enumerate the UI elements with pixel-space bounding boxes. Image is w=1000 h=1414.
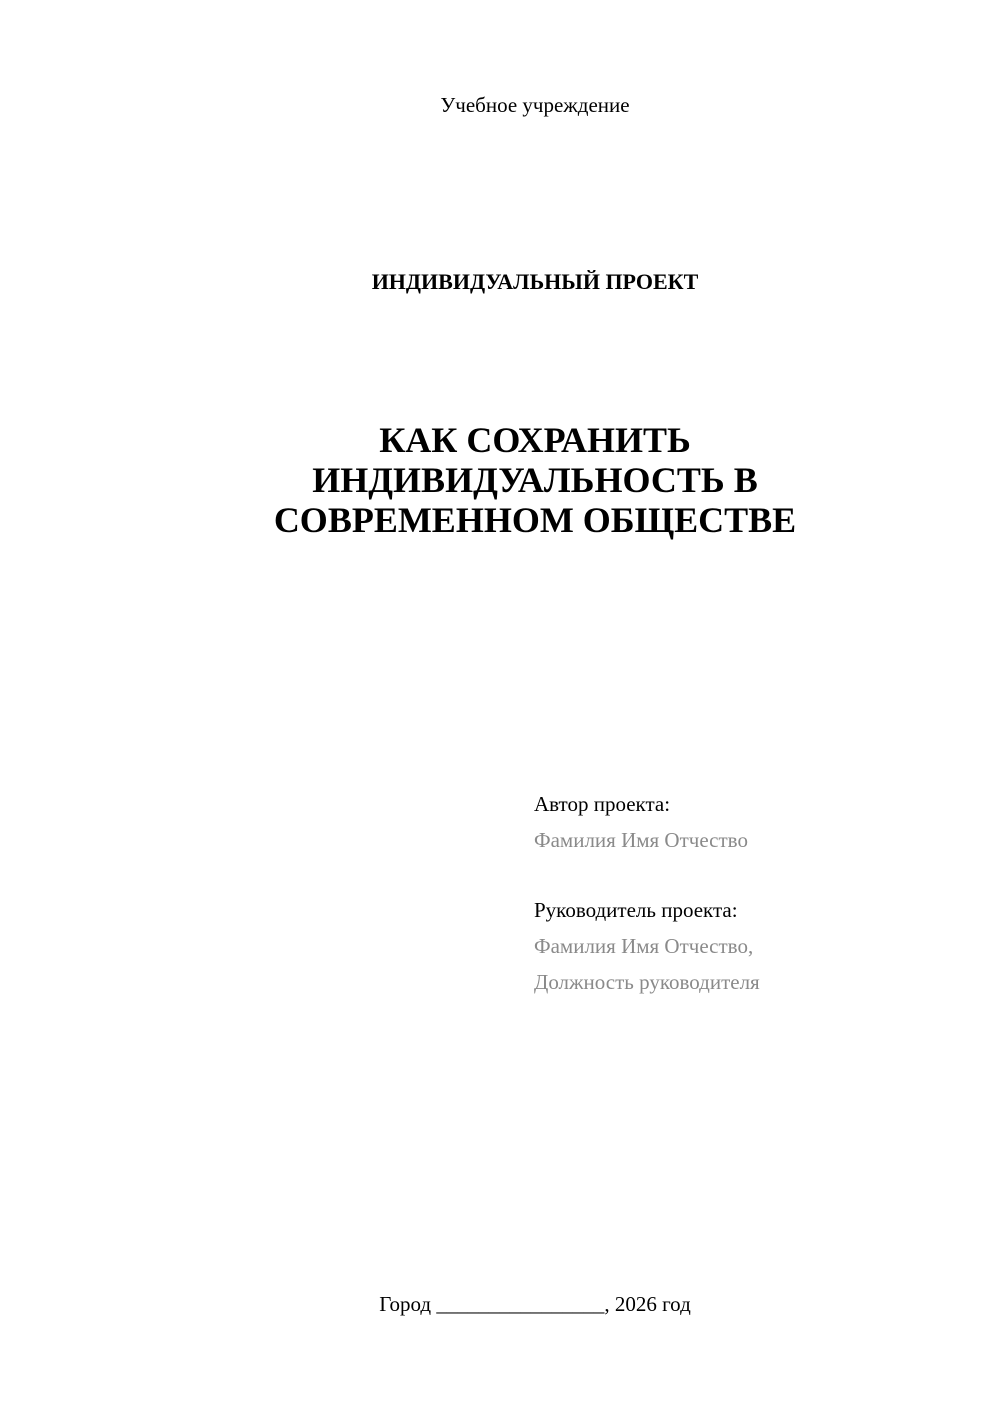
supervisor-name-placeholder: Фамилия Имя Отчество, (534, 934, 754, 958)
project-title-line: СОВРЕМЕННОМ ОБЩЕСТВЕ (273, 500, 797, 540)
city-year-line: Город ________________, 2026 год (379, 1292, 691, 1316)
author-name-placeholder: Фамилия Имя Отчество (534, 828, 748, 852)
project-title-line: ИНДИВИДУАЛЬНОСТЬ В (312, 460, 758, 500)
document-type-heading: ИНДИВИДУАЛЬНЫЙ ПРОЕКТ (371, 269, 699, 294)
supervisor-block (534, 892, 974, 1000)
supervisor-label: Руководитель проекта: (534, 898, 738, 922)
supervisor-position-placeholder: Должность руководителя (534, 970, 760, 994)
project-title (0, 420, 1000, 540)
author-block (534, 786, 974, 858)
institution-name: Учебное учреждение (440, 93, 630, 117)
project-title-line: КАК СОХРАНИТЬ (379, 420, 691, 460)
author-label: Автор проекта: (534, 792, 671, 816)
